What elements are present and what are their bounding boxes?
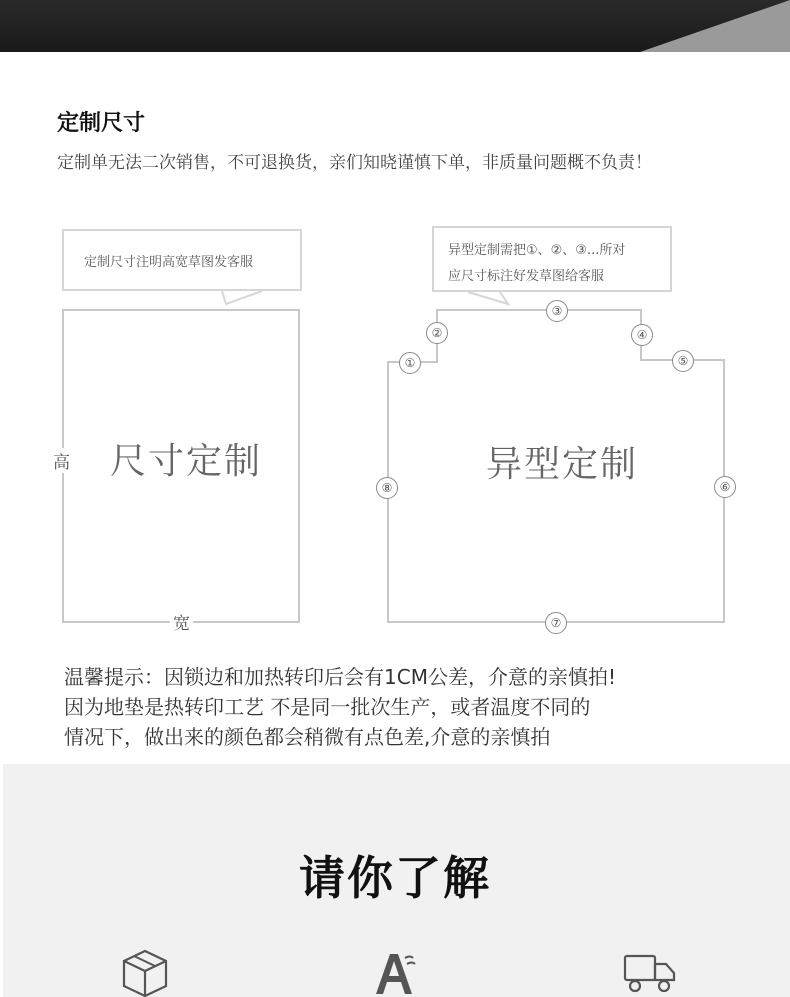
left-tip-bubble [62, 229, 302, 291]
marker-5: ⑤ [672, 350, 694, 372]
tips-line-2: 因为地垫是热转印工艺 不是同一批次生产，或者温度不同的 [64, 695, 591, 719]
marker-7: ⑦ [545, 612, 567, 634]
height-label: 高 [50, 448, 73, 473]
marker-1: ① [399, 352, 421, 374]
tips-line-3: 情况下，做出来的颜色都会稍微有点色差,介意的亲慎拍 [64, 725, 551, 749]
box-icon [120, 948, 170, 997]
truck-icon [622, 948, 678, 997]
marker-2: ② [426, 322, 448, 344]
warm-tips [64, 662, 764, 752]
right-tip-bubble [432, 226, 672, 292]
marker-8: ⑧ [376, 477, 398, 499]
left-bubble-text: 定制尺寸注明高宽草图发客服 [84, 255, 254, 270]
custom-notice: 定制单无法二次销售，不可退换货，亲们知晓谨慎下单，非质量问题概不负责！ [57, 153, 652, 173]
marker-3: ③ [546, 300, 568, 322]
width-label: 宽 [170, 609, 193, 634]
marker-6: ⑥ [714, 476, 736, 498]
tips-line-1: 温馨提示：因锁边和加热转印后会有1CM公差，介意的亲慎拍! [64, 665, 616, 689]
please-know-title: 请你了解 [299, 851, 491, 905]
right-bubble-tail [468, 292, 508, 304]
right-bubble-line1: 异型定制需把①、②、③...所对 [448, 243, 626, 258]
font-icon [372, 948, 422, 997]
section-title: 定制尺寸 [57, 111, 146, 136]
irregular-size-label: 异型定制 [486, 444, 639, 485]
custom-size-label: 尺寸定制 [110, 441, 263, 482]
left-bubble-tail [222, 291, 262, 304]
right-bubble-line2: 应尺寸标注好发草图给客服 [448, 269, 605, 284]
marker-4: ④ [631, 324, 653, 346]
